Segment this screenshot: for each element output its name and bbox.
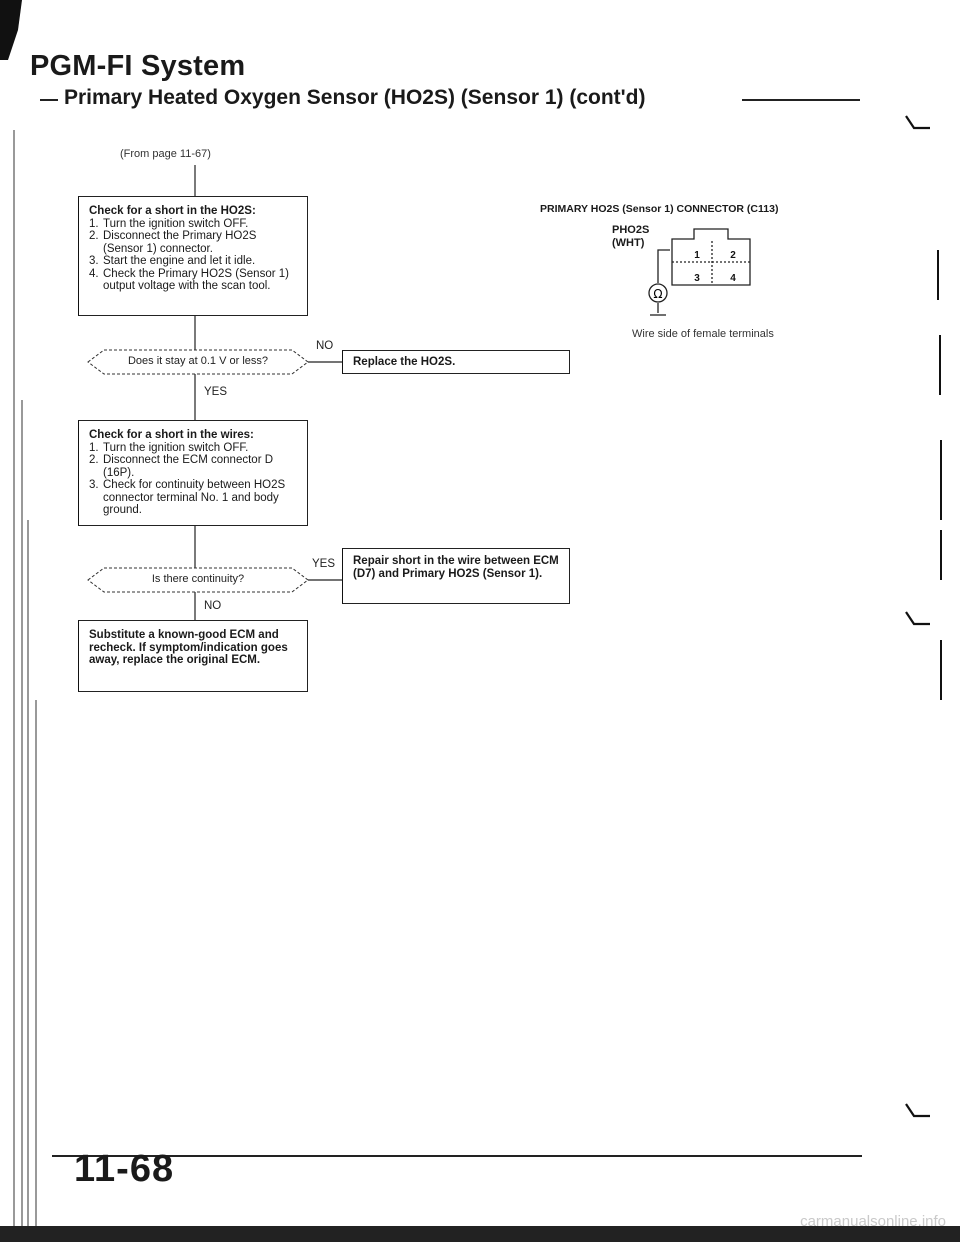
connector-wire-color: (WHT): [612, 237, 645, 249]
watermark: carmanualsonline.info: [800, 1213, 946, 1230]
decision-1-yes-label: YES: [204, 386, 228, 398]
margin-tick-mark: [906, 1104, 930, 1116]
substitute-ecm-box: Substitute a known-good ECM and recheck. If symptom/indication goes away, replace the original ECM.: [78, 620, 308, 692]
system-title: PGM-FI System: [30, 50, 246, 82]
page-number: 11-68: [74, 1148, 175, 1190]
connector-name-text: PHO2S: [612, 224, 650, 236]
pin-4-label: 4: [730, 273, 736, 284]
pin-3-label: 3: [694, 273, 700, 284]
step1-item: 4. Check the Primary HO2S (Sensor 1) output voltage with the scan tool.: [89, 267, 289, 292]
decision-2-no-label: NO: [204, 600, 222, 612]
repair-short-box: Repair short in the wire between ECM (D7) and Primary HO2S (Sensor 1).: [342, 548, 570, 604]
from-page-reference: (From page 11-67): [120, 148, 211, 160]
decision-1-no-label: NO: [316, 340, 334, 352]
replace-ho2s-box: Replace the HO2S.: [342, 350, 570, 374]
step2-item: 1. Turn the ignition switch OFF.: [89, 441, 249, 454]
step2-heading: Check for a short in the wires:: [89, 429, 254, 441]
connector-title: PRIMARY HO2S (Sensor 1) CONNECTOR (C113): [540, 203, 779, 215]
pin-1-label: 1: [694, 250, 700, 261]
corner-scan-artifact: [0, 0, 22, 60]
step1-item: 3. Start the engine and let it idle.: [89, 255, 256, 267]
margin-tick-mark: [906, 612, 930, 624]
decision-2-yes-label: YES: [312, 558, 336, 570]
heater-symbol-text: Ω: [653, 287, 663, 301]
step2-item: 3. Check for continuity between HO2S connector terminal No. 1 and body ground.: [89, 479, 286, 516]
step2-item: 2. Disconnect the ECM connector D (16P).: [89, 454, 274, 479]
connector-caption: Wire side of female terminals: [632, 328, 774, 340]
pin-2-label: 2: [730, 250, 736, 261]
section-title: Primary Heated Oxygen Sensor (HO2S) (Sensor 1) (cont'd): [64, 86, 646, 109]
step1-item: 1. Turn the ignition switch OFF.: [89, 217, 249, 230]
margin-tick-mark: [906, 116, 930, 128]
step1-item: 2. Disconnect the Primary HO2S (Sensor 1) connector.: [89, 230, 257, 255]
decision-1-question: Does it stay at 0.1 V or less?: [127, 355, 268, 367]
step1-heading: Check for a short in the HO2S:: [89, 205, 256, 217]
decision-2-question: Is there continuity?: [151, 573, 245, 585]
